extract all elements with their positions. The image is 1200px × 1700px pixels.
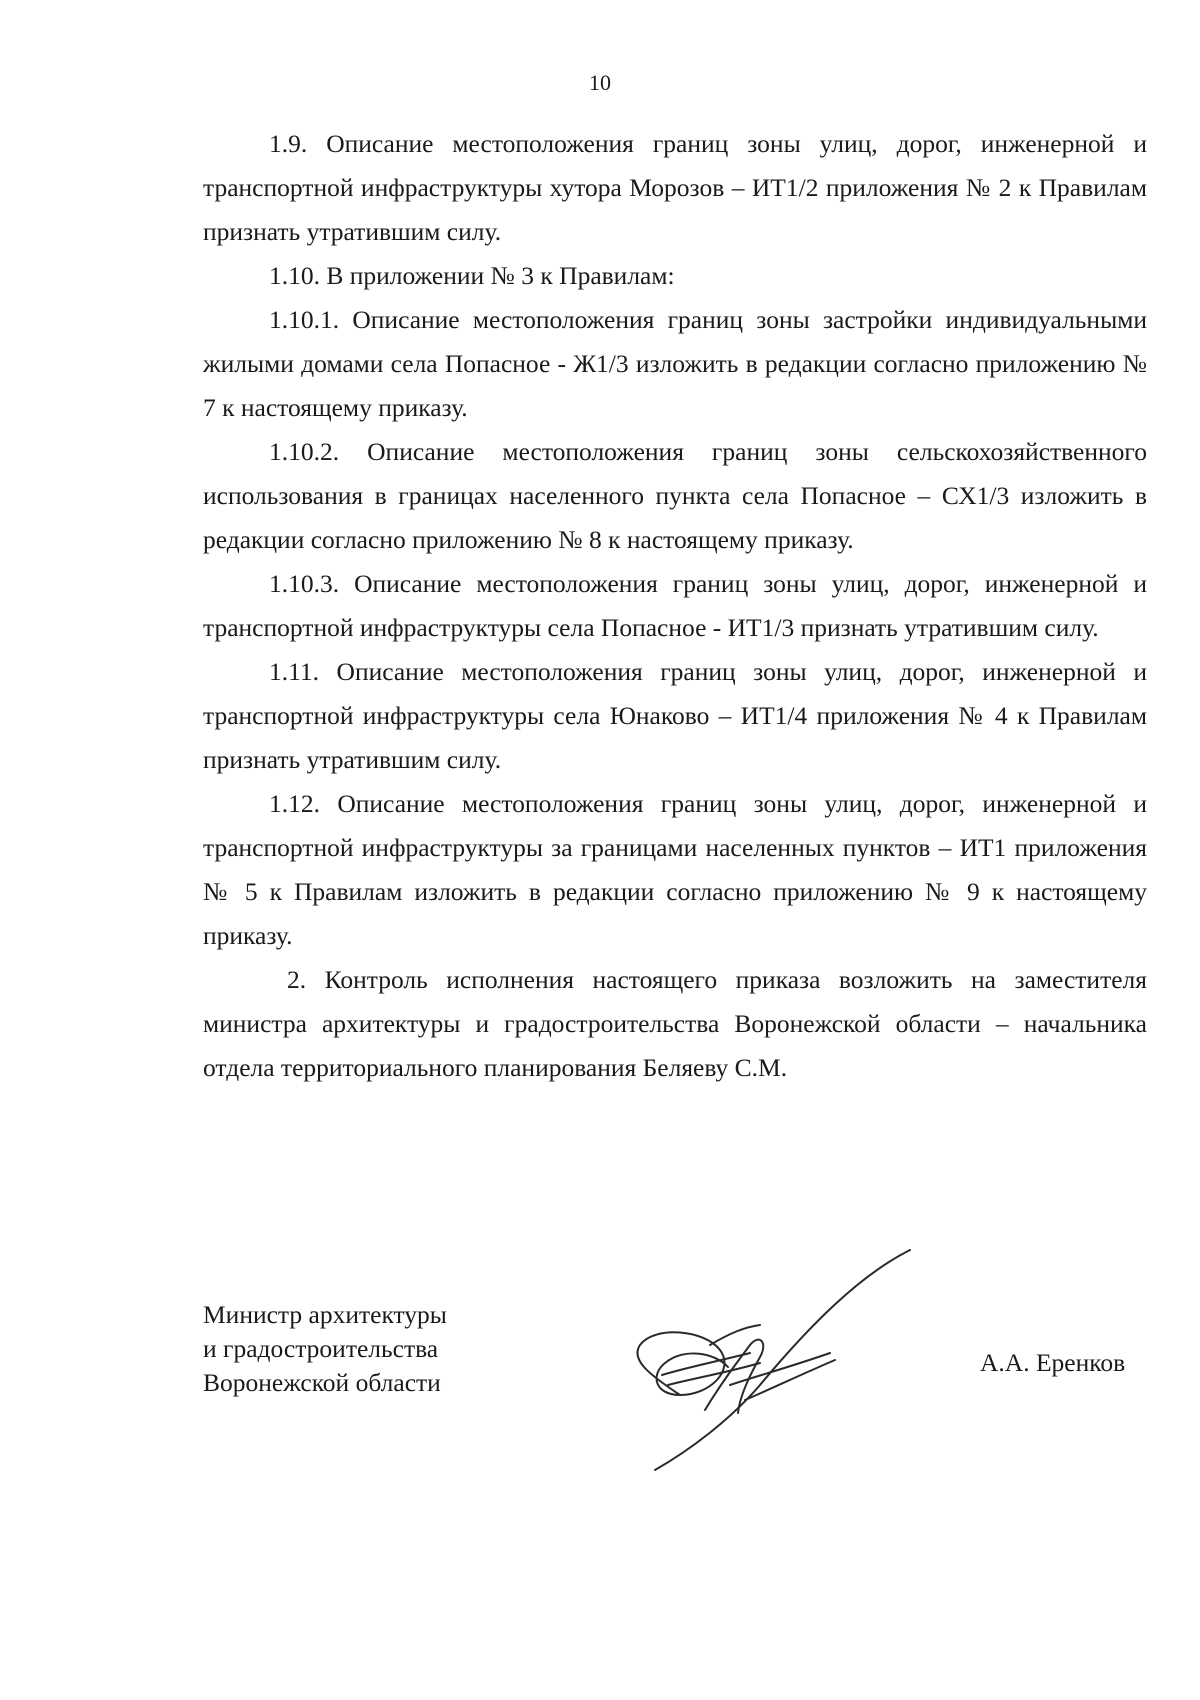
paragraph-1-10-2: 1.10.2. Описание местоположения границ зоны сельскохозяйственного использования в границах населенного пункта села Попасное – СХ1/3 изложить в редакции согласно приложению № 8 к настоящему приказу. [203,437,1147,554]
document-body [203,122,1147,1090]
paragraph-1-10: 1.10. В приложении № 3 к Правилам: [269,261,675,290]
paragraph-1-11: 1.11. Описание местоположения границ зоны улиц, дорог, инженерной и транспортной инфраструктуры села Юнаково – ИТ1/4 приложения № 4 к Правилам признать утратившим силу. [203,657,1147,774]
paragraph-2: 2. Контроль исполнения настоящего приказа возложить на заместителя министра архитектуры и градостроительства Воронежской области – начальника отдела территориального планирования Беляеву С.М. [203,965,1147,1082]
paragraph-1-12: 1.12. Описание местоположения границ зоны улиц, дорог, инженерной и транспортной инфраструктуры за границами населенных пунктов – ИТ1 приложения № 5 к Правилам изложить в редакции согласно приложению № 9 к настоящему приказу. [203,789,1147,950]
signatory-position-line: и градостроительства [203,1334,439,1363]
signatory-position-line: Воронежской области [203,1368,441,1397]
signatory-position [203,1298,447,1400]
handwritten-signature [610,1235,930,1475]
paragraph-1-9: 1.9. Описание местоположения границ зоны улиц, дорог, инженерной и транспортной инфраструктуры хутора Морозов – ИТ1/2 приложения № 2 к Правилам признать утратившим силу. [203,129,1147,246]
paragraph-1-10-3: 1.10.3. Описание местоположения границ зоны улиц, дорог, инженерной и транспортной инфраструктуры села Попасное - ИТ1/3 признать утратившим силу. [203,569,1147,642]
signatory-position-line: Министр архитектуры [203,1300,447,1329]
paragraph-1-10-1: 1.10.1. Описание местоположения границ зоны застройки индивидуальными жилыми домами села Попасное - Ж1/3 изложить в редакции согласно приложению № 7 к настоящему приказу. [203,305,1147,422]
signatory-name: А.А. Еренков [980,1348,1126,1377]
page-number: 10 [589,70,611,95]
